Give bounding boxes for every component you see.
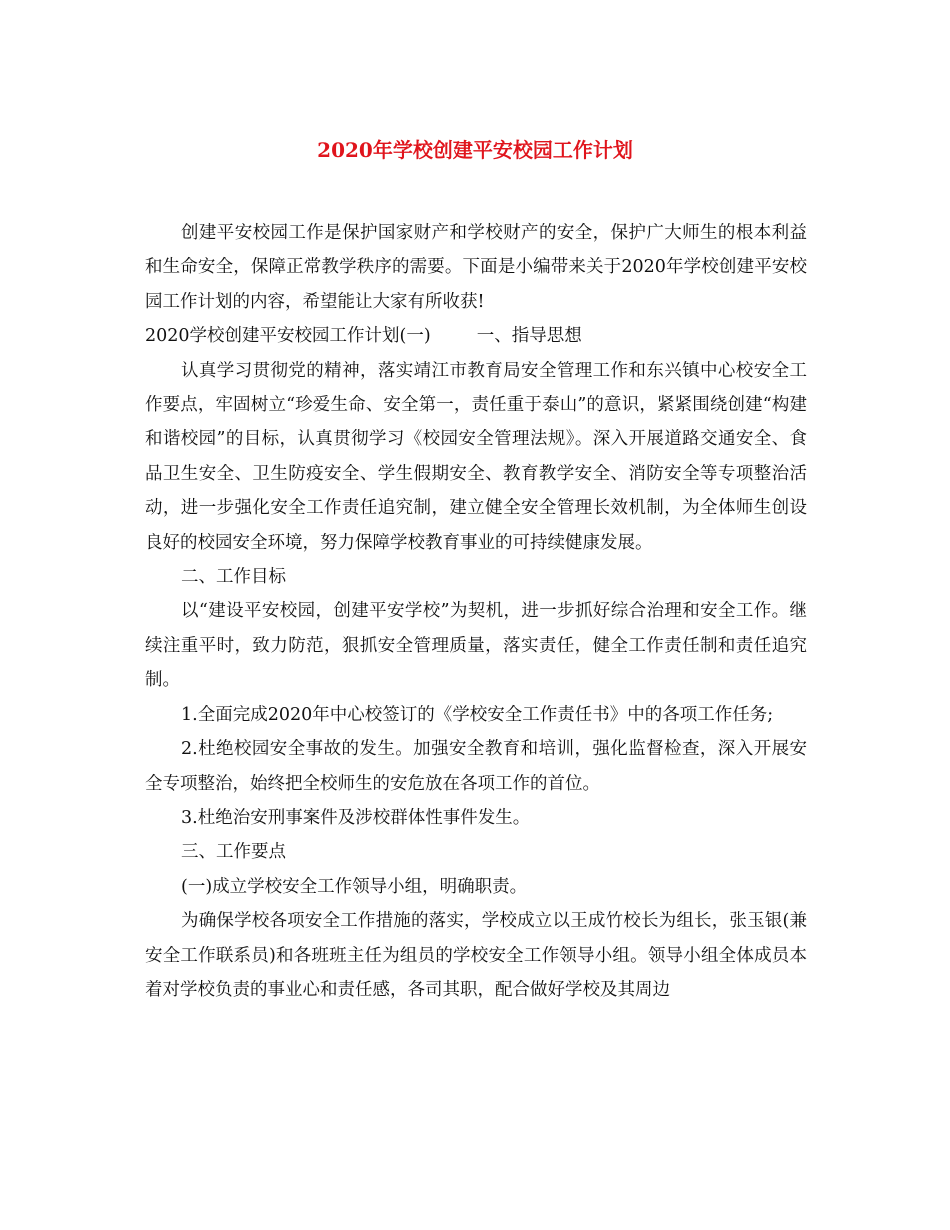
goal-item-3: 3.杜绝治安刑事案件及涉校群体性事件发生。 — [181, 807, 531, 828]
guiding-thought-paragraph: 认真学习贯彻党的精神，落实靖江市教育局安全管理工作和东兴镇中心校安全工作要点，牢固树立“珍爱生命、安全第一，责任重于泰山”的意识，紧紧围绕创建“构建和谐校园”的目标，认真贯彻学习《校园安全管理法规》。深入开展道路交通安全、食品卫生安全、卫生防疫安全、学生假期安全、教育教学安全、消防安全等专项整治活动，进一步强化安全工作责任追究制，建立健全安全管理长效机制，为全体师生创设良好的校园安全环境，努力保障学校教育事业的可持续健康发展。 — [145, 360, 807, 553]
safety-group-paragraph: 为确保学校各项安全工作措施的落实，学校成立以王成竹校长为组长，张玉银(兼安全工作联系员)和各班班主任为组员的学校安全工作领导小组。领导小组全体成员本着对学校负责的事业心和责任感，各司其职，配合做好学校及其周边 — [145, 911, 807, 1000]
document-body — [145, 216, 807, 1007]
document-title: 2020年学校创建平安校园工作计划 — [317, 138, 633, 162]
plan-subtitle: 2020学校创建平安校园工作计划(一) — [145, 326, 431, 347]
section-heading-work-points: 三、工作要点 — [181, 842, 286, 863]
goal-item-2: 2.杜绝校园安全事故的发生。加强安全教育和培训，强化监督检查，深入开展安全专项整治，始终把全校师生的安危放在各项工作的首位。 — [145, 739, 807, 794]
goal-item-1: 1.全面完成2020年中心校签订的《学校安全工作责任书》中的各项工作任务; — [181, 704, 774, 725]
section-heading-work-goals: 二、工作目标 — [181, 567, 286, 588]
section-heading-guiding-thought: 一、指导思想 — [476, 326, 582, 347]
intro-paragraph: 创建平安校园工作是保护国家财产和学校财产的安全，保护广大师生的根本利益和生命安全，保障正常教学秩序的需要。下面是小编带来关于2020年学校创建平安校园工作计划的内容，希望能让大家有所收获! — [145, 223, 807, 312]
work-goals-paragraph: 以“建设平安校园，创建平安学校”为契机，进一步抓好综合治理和安全工作。继续注重平时，致力防范，狠抓安全管理质量，落实责任，健全工作责任制和责任追究制。 — [145, 601, 807, 691]
subsection-heading-safety-group: (一)成立学校安全工作领导小组，明确职责。 — [181, 876, 528, 897]
plan-heading-line — [145, 319, 807, 353]
